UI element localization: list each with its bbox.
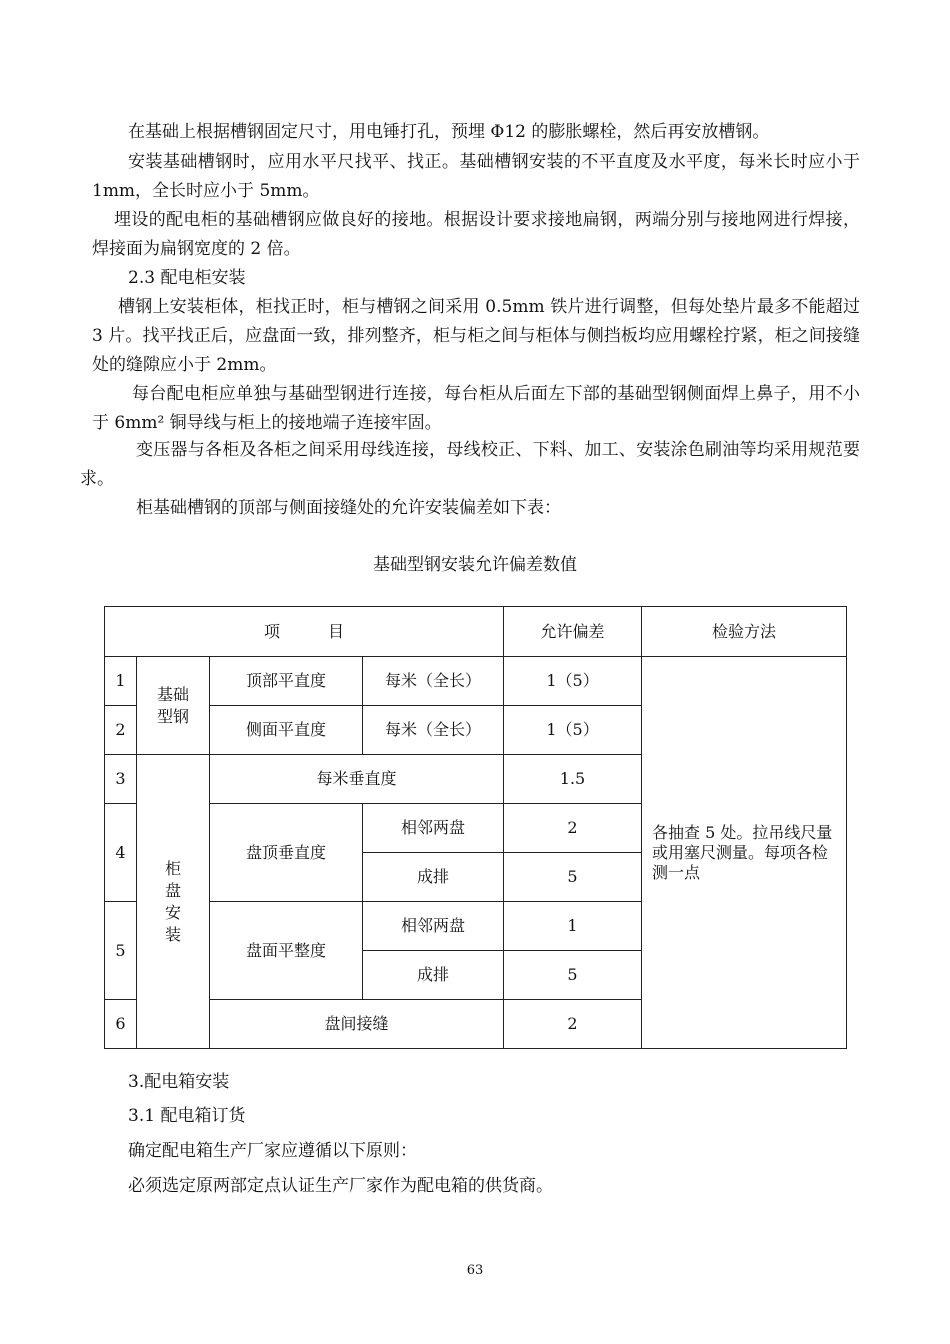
row-item: 盘顶垂直度 [210,804,363,902]
section-heading-2-3: 2.3 配电柜安装 [128,268,246,288]
row-tolerance: 2 [504,1000,642,1049]
row-number: 3 [105,755,137,804]
header-item: 项 目 [105,607,504,657]
row-tolerance: 1（5） [504,657,642,706]
row-item: 盘面平整度 [210,902,363,1000]
paragraph-6: 变压器与各柜及各柜之间采用母线连接，母线校正、下料、加工、安装涂色刷油等均采用规范要求。 [80,440,860,489]
page-number: 63 [466,1263,484,1278]
inspection-method: 各抽查 5 处。拉吊线尺量或用塞尺测量。每项各检测一点 [642,657,847,1049]
section-heading-3: 3.配电箱安装 [128,1072,230,1092]
section-heading-3-1: 3.1 配电箱订货 [128,1106,246,1126]
row-tolerance: 1（5） [504,706,642,755]
group-foundation-steel: 基础 型钢 [137,657,210,755]
paragraph-8: 确定配电箱生产厂家应遵循以下原则： [128,1141,417,1161]
row-tolerance: 1.5 [504,755,642,804]
paragraph-1: 在基础上根据槽钢固定尺寸，用电锤打孔，预埋 Φ12 的膨胀螺栓，然后再安放槽钢。 [128,122,770,142]
row-number: 1 [105,657,137,706]
row-item: 顶部平直度 [210,657,363,706]
group-cabinet-installation: 柜 盘 安 装 [137,755,210,1049]
paragraph-7: 柜基础槽钢的顶部与侧面接缝处的允许安装偏差如下表： [136,498,561,518]
row-subitem: 相邻两盘 [363,902,504,951]
header-method: 检验方法 [642,607,847,657]
table-row [105,657,847,706]
header-tolerance: 允许偏差 [504,607,642,657]
tolerance-table [104,606,847,1049]
paragraph-3: 埋设的配电柜的基础槽钢应做良好的接地。根据设计要求接地扁钢，两端分别与接地网进行焊接，焊接面为扁钢宽度的 2 倍。 [92,210,860,259]
row-number: 4 [105,804,137,902]
row-tolerance: 2 [504,804,642,853]
row-number: 6 [105,1000,137,1049]
row-subitem: 每米（全长） [363,657,504,706]
row-tolerance: 1 [504,902,642,951]
row-subitem: 每米（全长） [363,706,504,755]
row-item: 每米垂直度 [210,755,504,804]
paragraph-4: 槽钢上安装柜体，柜找正时，柜与槽钢之间采用 0.5mm 铁片进行调整，但每处垫片最多不能超过 3 片。找平找正后，应盘面一致，排列整齐，柜与柜之间与柜体与侧挡板均应用螺栓拧紧，柜之间接缝处的缝隙应小于 2mm。 [92,297,860,375]
row-tolerance: 5 [504,853,642,902]
paragraph-9: 必须选定原两部定点认证生产厂家作为配电箱的供货商。 [128,1176,553,1196]
row-subitem: 相邻两盘 [363,804,504,853]
row-number: 2 [105,706,137,755]
table-header-row [105,607,847,657]
row-subitem: 成排 [363,951,504,1000]
paragraph-2: 安装基础槽钢时，应用水平尺找平、找正。基础槽钢安装的不平直度及水平度，每米长时应小于 1mm，全长时应小于 5mm。 [92,152,860,201]
row-item: 盘间接缝 [210,1000,504,1049]
row-number: 5 [105,902,137,1000]
row-subitem: 成排 [363,853,504,902]
table-caption: 基础型钢安装允许偏差数值 [373,555,577,575]
row-item: 侧面平直度 [210,706,363,755]
row-tolerance: 5 [504,951,642,1000]
paragraph-5: 每台配电柜应单独与基础型钢进行连接，每台柜从后面左下部的基础型钢侧面焊上鼻子，用不小于 6mm² 铜导线与柜上的接地端子连接牢固。 [92,384,860,433]
